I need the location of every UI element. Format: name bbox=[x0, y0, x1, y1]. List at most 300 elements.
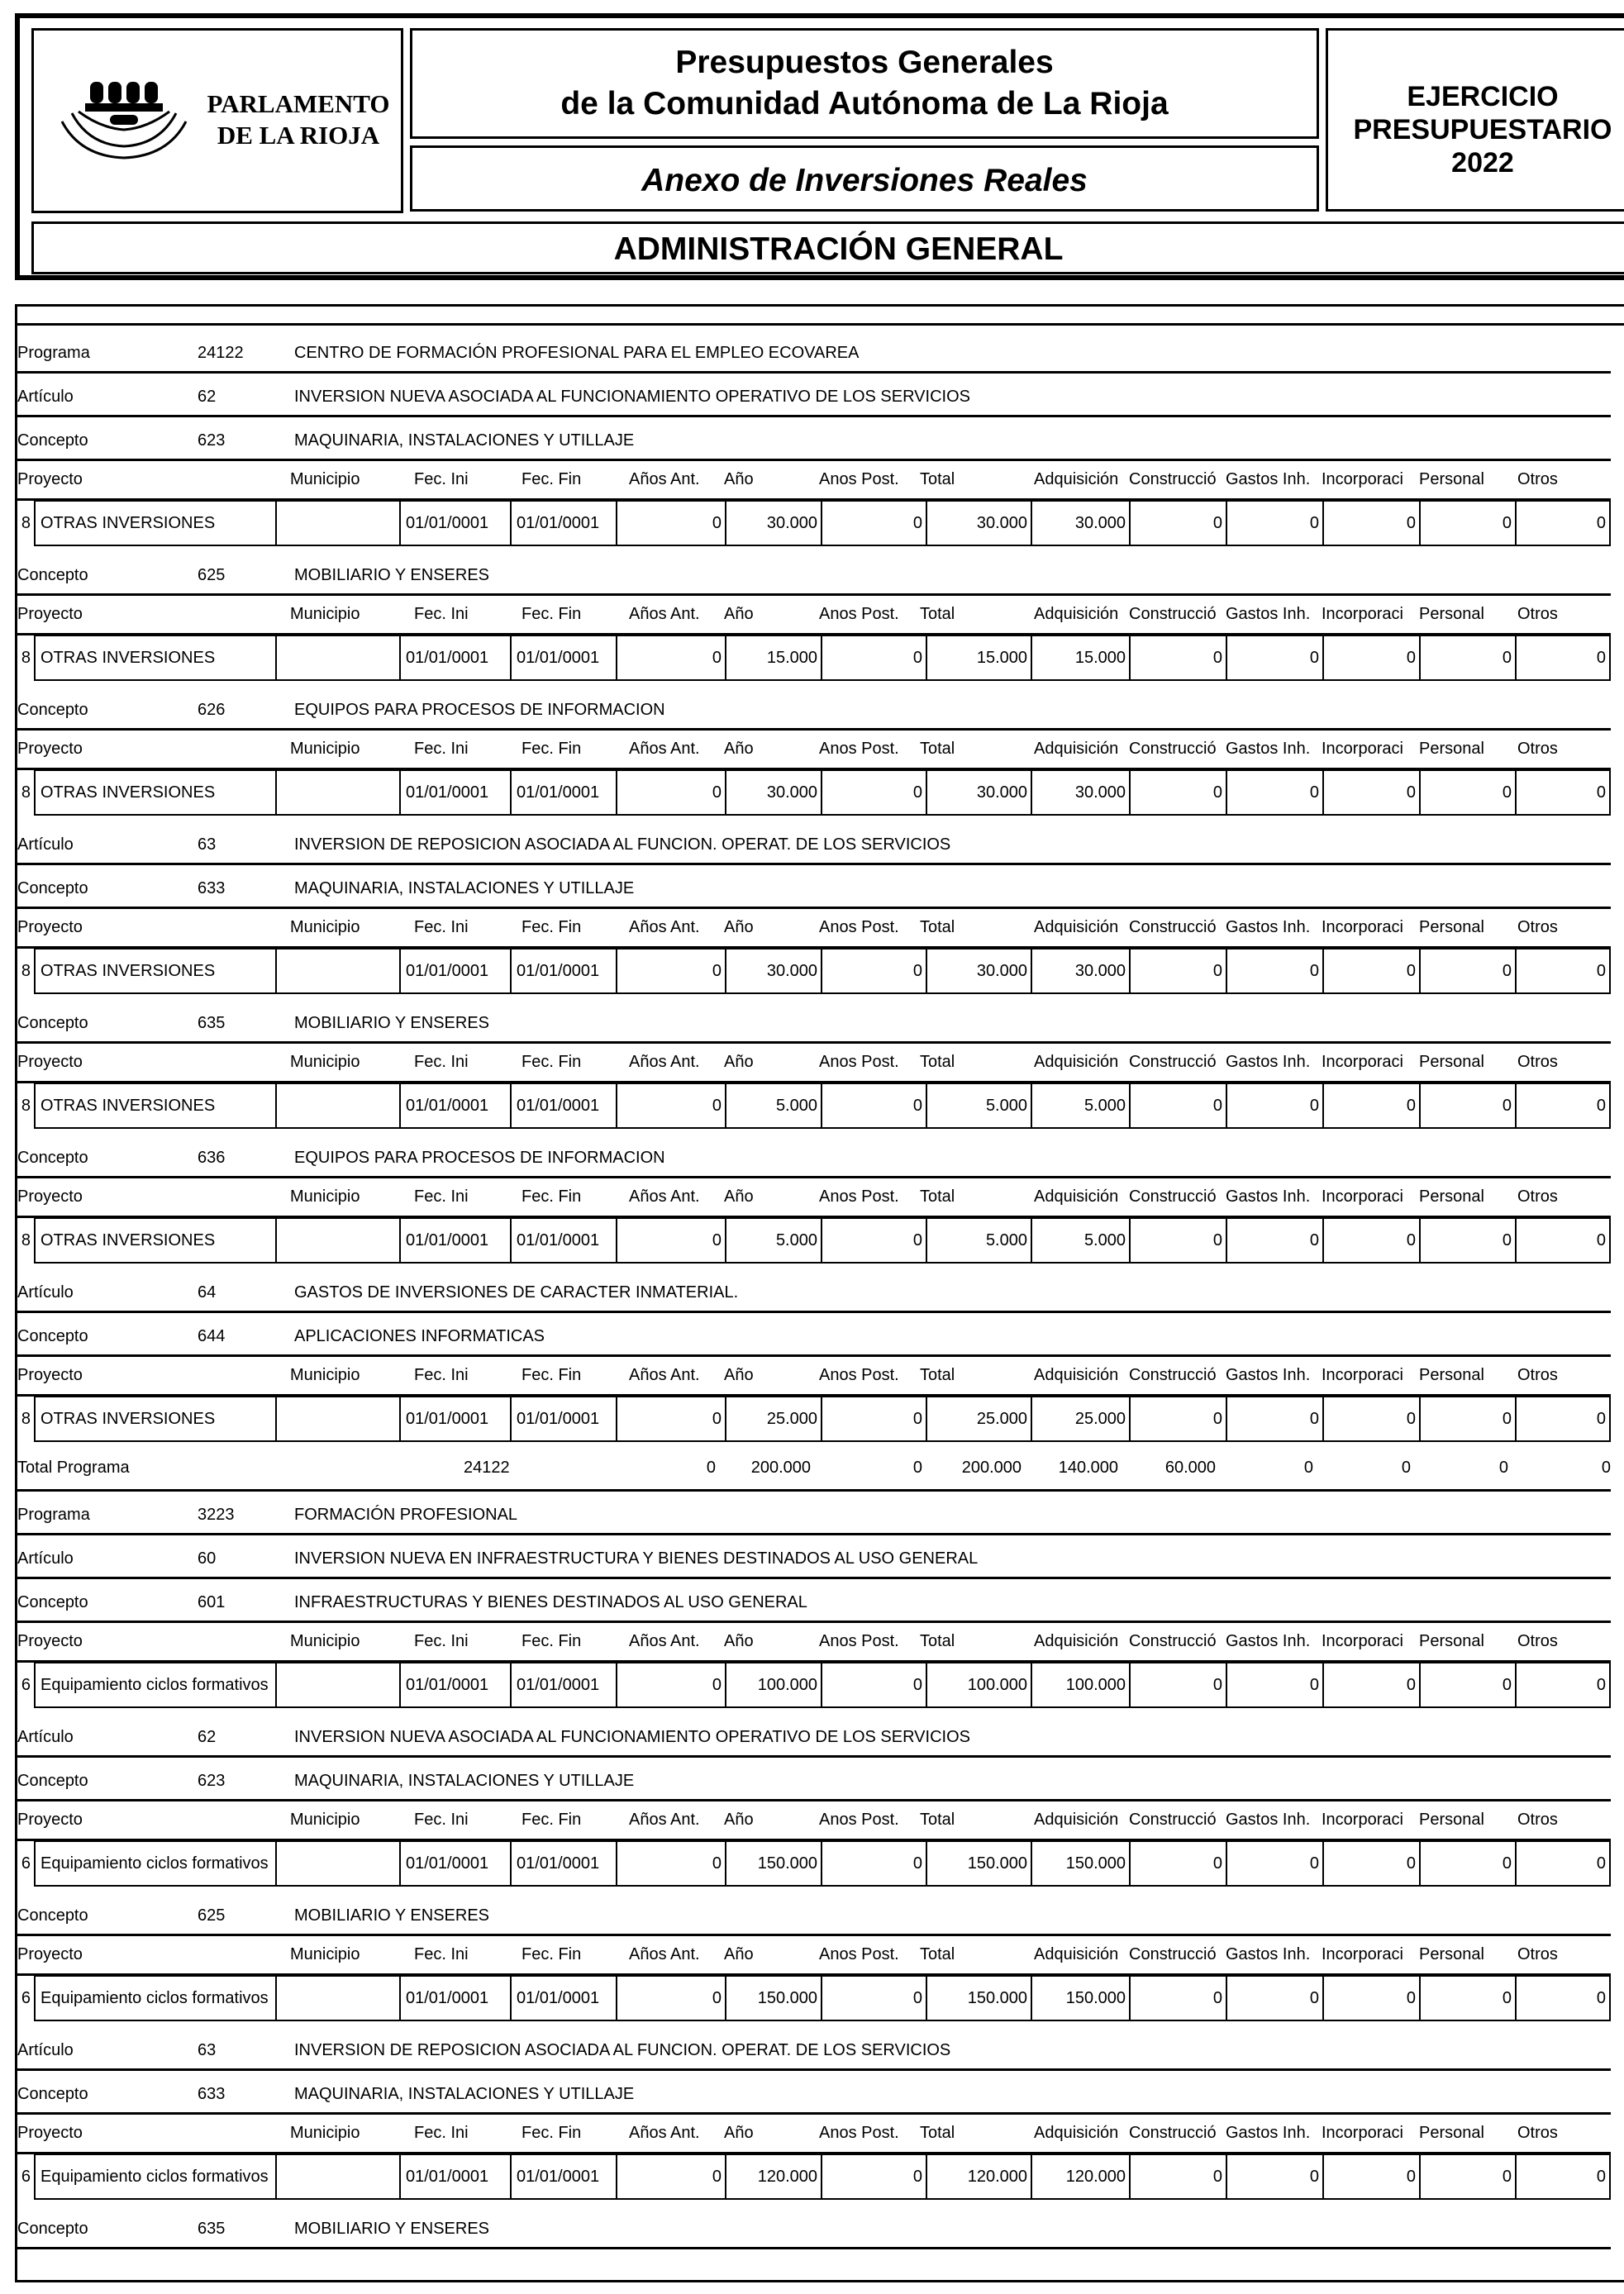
column-header: Municipio bbox=[290, 1053, 360, 1071]
column-header: Año bbox=[724, 740, 754, 758]
total-program-row bbox=[17, 1445, 1611, 1492]
column-header: Fec. Fin bbox=[521, 1945, 582, 1963]
column-header-row bbox=[17, 728, 1611, 770]
column-header: Año bbox=[724, 1053, 754, 1071]
column-header: Proyecto bbox=[17, 740, 83, 758]
project-adq: 30.000 bbox=[1031, 948, 1129, 994]
label-description: EQUIPOS PARA PROCESOS DE INFORMACION bbox=[294, 701, 665, 719]
project-adq: 150.000 bbox=[1031, 1840, 1129, 1887]
project-end-date: 01/01/0001 bbox=[510, 1217, 616, 1264]
project-cons: 0 bbox=[1129, 948, 1226, 994]
column-header: Incorporaci bbox=[1322, 1945, 1403, 1963]
project-municipality bbox=[275, 635, 399, 681]
column-header: Total bbox=[920, 1945, 955, 1963]
label-code: 63 bbox=[198, 2041, 217, 2059]
column-header-row bbox=[17, 1621, 1611, 1663]
project-row bbox=[17, 1083, 1611, 1129]
column-header: Gastos Inh. bbox=[1226, 740, 1311, 758]
project-adq: 25.000 bbox=[1031, 1396, 1129, 1442]
project-gastos: 0 bbox=[1226, 1662, 1322, 1708]
column-header: Anos Post. bbox=[819, 1187, 899, 1206]
project-post: 0 bbox=[821, 1662, 926, 1708]
label-kind: Artículo bbox=[17, 835, 74, 854]
label-kind: Artículo bbox=[17, 1728, 74, 1746]
column-header: Fec. Fin bbox=[521, 740, 582, 758]
column-header: Total bbox=[920, 1053, 955, 1071]
project-post: 0 bbox=[821, 1840, 926, 1887]
project-anio: 150.000 bbox=[725, 1975, 821, 2021]
column-header: Adquisición bbox=[1034, 1053, 1119, 1071]
label-kind: Concepto bbox=[17, 879, 88, 897]
column-header: Año bbox=[724, 605, 754, 623]
column-header: Adquisición bbox=[1034, 605, 1119, 623]
fiscal-year-line2: PRESUPUESTARIO bbox=[1353, 114, 1612, 145]
section-label-row bbox=[17, 1267, 1611, 1313]
column-header: Municipio bbox=[290, 470, 360, 488]
column-header-row bbox=[17, 1176, 1611, 1218]
budget-title-line1: Presupuestos Generales bbox=[675, 45, 1054, 80]
label-code: 635 bbox=[198, 1014, 226, 1032]
project-cons: 0 bbox=[1129, 1396, 1226, 1442]
total-pers: 0 bbox=[1498, 1459, 1508, 1477]
project-pers: 0 bbox=[1419, 2154, 1515, 2200]
project-total: 150.000 bbox=[926, 1840, 1031, 1887]
column-header: Total bbox=[920, 2124, 955, 2142]
project-anio: 5.000 bbox=[725, 1217, 821, 1264]
project-number: 8 bbox=[21, 783, 31, 802]
project-post: 0 bbox=[821, 1217, 926, 1264]
project-name: OTRAS INVERSIONES bbox=[34, 635, 275, 681]
total-anio: 200.000 bbox=[750, 1459, 811, 1477]
label-code: 636 bbox=[198, 1149, 226, 1167]
project-total: 120.000 bbox=[926, 2154, 1031, 2200]
column-header: Adquisición bbox=[1034, 1187, 1119, 1206]
project-start-date: 01/01/0001 bbox=[399, 2154, 510, 2200]
column-header: Fec. Ini bbox=[414, 2124, 469, 2142]
label-description: FORMACIÓN PROFESIONAL bbox=[294, 1506, 518, 1524]
label-code: 626 bbox=[198, 701, 226, 719]
column-header: Municipio bbox=[290, 1632, 360, 1650]
project-ant: 0 bbox=[616, 1217, 725, 1264]
project-number: 8 bbox=[21, 513, 31, 532]
project-gastos: 0 bbox=[1226, 948, 1322, 994]
column-header: Construcció bbox=[1129, 1945, 1217, 1963]
label-kind: Artículo bbox=[17, 1549, 74, 1568]
label-kind: Concepto bbox=[17, 1593, 88, 1611]
project-post: 0 bbox=[821, 948, 926, 994]
column-header: Gastos Inh. bbox=[1226, 1366, 1311, 1384]
column-header: Construcció bbox=[1129, 740, 1217, 758]
column-header: Otros bbox=[1517, 2124, 1558, 2142]
project-post: 0 bbox=[821, 2154, 926, 2200]
project-name: Equipamiento ciclos formativos bbox=[34, 1662, 275, 1708]
project-otros: 0 bbox=[1515, 1396, 1611, 1442]
project-total: 100.000 bbox=[926, 1662, 1031, 1708]
column-header: Gastos Inh. bbox=[1226, 470, 1311, 488]
section-label-row bbox=[17, 863, 1611, 909]
project-municipality bbox=[275, 1083, 399, 1129]
column-header: Año bbox=[724, 1632, 754, 1650]
project-otros: 0 bbox=[1515, 948, 1611, 994]
project-adq: 150.000 bbox=[1031, 1975, 1129, 2021]
project-row bbox=[17, 769, 1611, 816]
column-header: Otros bbox=[1517, 1053, 1558, 1071]
column-header: Fec. Ini bbox=[414, 918, 469, 936]
label-kind: Artículo bbox=[17, 2041, 74, 2059]
section-label-row bbox=[17, 1890, 1611, 1936]
project-name: OTRAS INVERSIONES bbox=[34, 500, 275, 546]
project-row bbox=[17, 635, 1611, 681]
column-header: Adquisición bbox=[1034, 1366, 1119, 1384]
project-adq: 5.000 bbox=[1031, 1083, 1129, 1129]
project-start-date: 01/01/0001 bbox=[399, 1396, 510, 1442]
column-header: Municipio bbox=[290, 2124, 360, 2142]
project-cons: 0 bbox=[1129, 1662, 1226, 1708]
total-otros: 0 bbox=[1601, 1459, 1611, 1477]
label-code: 625 bbox=[198, 566, 226, 584]
project-pers: 0 bbox=[1419, 1083, 1515, 1129]
column-header: Construcció bbox=[1129, 1187, 1217, 1206]
project-end-date: 01/01/0001 bbox=[510, 769, 616, 816]
column-header: Años Ant. bbox=[629, 2124, 700, 2142]
column-header-row bbox=[17, 1354, 1611, 1397]
project-number: 6 bbox=[21, 2167, 31, 2186]
project-ant: 0 bbox=[616, 2154, 725, 2200]
section-label-row bbox=[17, 1711, 1611, 1758]
project-post: 0 bbox=[821, 1975, 926, 2021]
column-header: Construcció bbox=[1129, 1632, 1217, 1650]
column-header: Proyecto bbox=[17, 1632, 83, 1650]
project-cons: 0 bbox=[1129, 1840, 1226, 1887]
section-label-row bbox=[17, 684, 1611, 731]
project-post: 0 bbox=[821, 500, 926, 546]
column-header: Incorporaci bbox=[1322, 1811, 1403, 1829]
project-number: 8 bbox=[21, 961, 31, 980]
project-start-date: 01/01/0001 bbox=[399, 1083, 510, 1129]
column-header: Anos Post. bbox=[819, 1366, 899, 1384]
column-header: Fec. Ini bbox=[414, 1811, 469, 1829]
project-ant: 0 bbox=[616, 1083, 725, 1129]
column-header: Año bbox=[724, 918, 754, 936]
project-incorp: 0 bbox=[1322, 1217, 1419, 1264]
project-post: 0 bbox=[821, 635, 926, 681]
label-code: 625 bbox=[198, 1906, 226, 1925]
section-title: ADMINISTRACIÓN GENERAL bbox=[31, 221, 1624, 274]
column-header: Gastos Inh. bbox=[1226, 1187, 1311, 1206]
column-header: Municipio bbox=[290, 1187, 360, 1206]
project-anio: 15.000 bbox=[725, 635, 821, 681]
column-header: Personal bbox=[1419, 1366, 1484, 1384]
column-header-row bbox=[17, 907, 1611, 949]
column-header: Año bbox=[724, 1811, 754, 1829]
project-gastos: 0 bbox=[1226, 1975, 1322, 2021]
column-header: Fec. Fin bbox=[521, 1053, 582, 1071]
project-row bbox=[17, 1217, 1611, 1264]
project-anio: 120.000 bbox=[725, 2154, 821, 2200]
project-anio: 150.000 bbox=[725, 1840, 821, 1887]
project-otros: 0 bbox=[1515, 2154, 1611, 2200]
label-description: GASTOS DE INVERSIONES DE CARACTER INMATERIAL. bbox=[294, 1283, 739, 1302]
project-cons: 0 bbox=[1129, 769, 1226, 816]
label-kind: Artículo bbox=[17, 1283, 74, 1302]
project-cons: 0 bbox=[1129, 1217, 1226, 1264]
project-adq: 15.000 bbox=[1031, 635, 1129, 681]
project-post: 0 bbox=[821, 1083, 926, 1129]
section-label-row bbox=[17, 371, 1611, 417]
project-start-date: 01/01/0001 bbox=[399, 1662, 510, 1708]
column-header: Fec. Ini bbox=[414, 605, 469, 623]
project-name: OTRAS INVERSIONES bbox=[34, 948, 275, 994]
project-end-date: 01/01/0001 bbox=[510, 2154, 616, 2200]
project-incorp: 0 bbox=[1322, 500, 1419, 546]
project-otros: 0 bbox=[1515, 635, 1611, 681]
section-label-row bbox=[17, 1132, 1611, 1178]
column-header: Fec. Fin bbox=[521, 2124, 582, 2142]
column-header: Otros bbox=[1517, 918, 1558, 936]
column-header: Municipio bbox=[290, 1811, 360, 1829]
project-total: 150.000 bbox=[926, 1975, 1031, 2021]
column-header: Años Ant. bbox=[629, 1632, 700, 1650]
column-header: Total bbox=[920, 1632, 955, 1650]
project-adq: 30.000 bbox=[1031, 769, 1129, 816]
total-adq: 140.000 bbox=[1058, 1459, 1118, 1477]
column-header: Personal bbox=[1419, 605, 1484, 623]
column-header: Fec. Fin bbox=[521, 1632, 582, 1650]
project-end-date: 01/01/0001 bbox=[510, 635, 616, 681]
project-anio: 30.000 bbox=[725, 948, 821, 994]
project-number: 8 bbox=[21, 1409, 31, 1428]
project-incorp: 0 bbox=[1322, 1083, 1419, 1129]
column-header: Gastos Inh. bbox=[1226, 2124, 1311, 2142]
project-end-date: 01/01/0001 bbox=[510, 1840, 616, 1887]
project-otros: 0 bbox=[1515, 1975, 1611, 2021]
column-header: Total bbox=[920, 1366, 955, 1384]
column-header: Proyecto bbox=[17, 470, 83, 488]
total-ant: 0 bbox=[706, 1459, 716, 1477]
project-total: 30.000 bbox=[926, 948, 1031, 994]
project-row bbox=[17, 1396, 1611, 1442]
label-description: CENTRO DE FORMACIÓN PROFESIONAL PARA EL EMPLEO ECOVAREA bbox=[294, 344, 860, 362]
project-gastos: 0 bbox=[1226, 769, 1322, 816]
investments-table bbox=[15, 304, 1624, 2282]
column-header: Año bbox=[724, 2124, 754, 2142]
column-header: Personal bbox=[1419, 1053, 1484, 1071]
column-header: Total bbox=[920, 605, 955, 623]
label-description: MAQUINARIA, INSTALACIONES Y UTILLAJE bbox=[294, 2085, 635, 2103]
label-kind: Concepto bbox=[17, 701, 88, 719]
project-name: OTRAS INVERSIONES bbox=[34, 1217, 275, 1264]
label-description: INVERSION DE REPOSICION ASOCIADA AL FUNCION. OPERAT. DE LOS SERVICIOS bbox=[294, 835, 951, 854]
project-anio: 30.000 bbox=[725, 769, 821, 816]
fiscal-year: 2022 bbox=[1451, 147, 1514, 178]
project-name: Equipamiento ciclos formativos bbox=[34, 2154, 275, 2200]
project-end-date: 01/01/0001 bbox=[510, 948, 616, 994]
total-cons: 60.000 bbox=[1164, 1459, 1216, 1477]
section-label-row bbox=[17, 2025, 1611, 2071]
project-municipality bbox=[275, 1840, 399, 1887]
project-name: OTRAS INVERSIONES bbox=[34, 1396, 275, 1442]
project-gastos: 0 bbox=[1226, 1083, 1322, 1129]
column-header: Otros bbox=[1517, 1187, 1558, 1206]
project-pers: 0 bbox=[1419, 1840, 1515, 1887]
project-row bbox=[17, 1662, 1611, 1708]
project-number: 8 bbox=[21, 1230, 31, 1249]
label-code: 601 bbox=[198, 1593, 226, 1611]
column-header-row bbox=[17, 1041, 1611, 1083]
column-header: Años Ant. bbox=[629, 918, 700, 936]
label-code: 635 bbox=[198, 2220, 226, 2238]
label-description: INVERSION NUEVA EN INFRAESTRUCTURA Y BIENES DESTINADOS AL USO GENERAL bbox=[294, 1549, 979, 1568]
project-end-date: 01/01/0001 bbox=[510, 1975, 616, 2021]
column-header: Fec. Ini bbox=[414, 1366, 469, 1384]
label-kind: Concepto bbox=[17, 1906, 88, 1925]
column-header: Construcció bbox=[1129, 470, 1217, 488]
project-row bbox=[17, 1975, 1611, 2021]
label-kind: Concepto bbox=[17, 1772, 88, 1790]
table-top-rule bbox=[17, 323, 1624, 326]
column-header: Año bbox=[724, 1945, 754, 1963]
project-adq: 5.000 bbox=[1031, 1217, 1129, 1264]
column-header: Adquisición bbox=[1034, 1945, 1119, 1963]
project-start-date: 01/01/0001 bbox=[399, 1217, 510, 1264]
project-municipality bbox=[275, 500, 399, 546]
project-end-date: 01/01/0001 bbox=[510, 500, 616, 546]
project-ant: 0 bbox=[616, 1975, 725, 2021]
project-pers: 0 bbox=[1419, 1975, 1515, 2021]
project-ant: 0 bbox=[616, 948, 725, 994]
column-header: Años Ant. bbox=[629, 1053, 700, 1071]
column-header: Anos Post. bbox=[819, 740, 899, 758]
label-description: MOBILIARIO Y ENSERES bbox=[294, 566, 490, 584]
column-header: Adquisición bbox=[1034, 470, 1119, 488]
fiscal-year-box bbox=[1326, 28, 1624, 212]
project-start-date: 01/01/0001 bbox=[399, 1840, 510, 1887]
project-ant: 0 bbox=[616, 1840, 725, 1887]
project-ant: 0 bbox=[616, 769, 725, 816]
column-header: Otros bbox=[1517, 1811, 1558, 1829]
project-gastos: 0 bbox=[1226, 500, 1322, 546]
project-otros: 0 bbox=[1515, 1662, 1611, 1708]
column-header: Proyecto bbox=[17, 1945, 83, 1963]
parliament-logo-box bbox=[31, 28, 403, 213]
label-kind: Programa bbox=[17, 344, 90, 362]
column-header: Personal bbox=[1419, 740, 1484, 758]
project-total: 30.000 bbox=[926, 500, 1031, 546]
project-incorp: 0 bbox=[1322, 1396, 1419, 1442]
column-header: Otros bbox=[1517, 740, 1558, 758]
column-header: Incorporaci bbox=[1322, 2124, 1403, 2142]
project-otros: 0 bbox=[1515, 500, 1611, 546]
column-header: Personal bbox=[1419, 1945, 1484, 1963]
project-start-date: 01/01/0001 bbox=[399, 500, 510, 546]
column-header: Proyecto bbox=[17, 1187, 83, 1206]
column-header: Gastos Inh. bbox=[1226, 1053, 1311, 1071]
project-number: 6 bbox=[21, 1675, 31, 1694]
column-header: Fec. Ini bbox=[414, 740, 469, 758]
project-gastos: 0 bbox=[1226, 1396, 1322, 1442]
column-header: Año bbox=[724, 1187, 754, 1206]
column-header: Gastos Inh. bbox=[1226, 605, 1311, 623]
fiscal-year-line1: EJERCICIO bbox=[1407, 81, 1559, 112]
column-header: Proyecto bbox=[17, 605, 83, 623]
label-kind: Concepto bbox=[17, 566, 88, 584]
project-total: 15.000 bbox=[926, 635, 1031, 681]
column-header: Incorporaci bbox=[1322, 1053, 1403, 1071]
label-description: MOBILIARIO Y ENSERES bbox=[294, 1906, 490, 1925]
column-header: Total bbox=[920, 470, 955, 488]
column-header: Fec. Fin bbox=[521, 918, 582, 936]
project-pers: 0 bbox=[1419, 948, 1515, 994]
label-description: INVERSION NUEVA ASOCIADA AL FUNCIONAMIENTO OPERATIVO DE LOS SERVICIOS bbox=[294, 388, 970, 406]
column-header: Anos Post. bbox=[819, 1945, 899, 1963]
project-gastos: 0 bbox=[1226, 2154, 1322, 2200]
column-header: Adquisición bbox=[1034, 1632, 1119, 1650]
label-description: MAQUINARIA, INSTALACIONES Y UTILLAJE bbox=[294, 1772, 635, 1790]
label-kind: Concepto bbox=[17, 2220, 88, 2238]
section-label-row bbox=[17, 550, 1611, 596]
section-label-row bbox=[17, 327, 1611, 374]
column-header: Personal bbox=[1419, 1632, 1484, 1650]
project-incorp: 0 bbox=[1322, 1975, 1419, 2021]
column-header: Fec. Ini bbox=[414, 1187, 469, 1206]
column-header: Fec. Ini bbox=[414, 470, 469, 488]
project-total: 25.000 bbox=[926, 1396, 1031, 1442]
column-header: Municipio bbox=[290, 1945, 360, 1963]
column-header: Construcció bbox=[1129, 1053, 1217, 1071]
section-label-row bbox=[17, 997, 1611, 1044]
column-header: Construcció bbox=[1129, 1811, 1217, 1829]
total-total: 200.000 bbox=[961, 1459, 1022, 1477]
project-cons: 0 bbox=[1129, 1083, 1226, 1129]
project-anio: 100.000 bbox=[725, 1662, 821, 1708]
label-kind: Concepto bbox=[17, 2085, 88, 2103]
column-header: Incorporaci bbox=[1322, 470, 1403, 488]
column-header: Fec. Fin bbox=[521, 1811, 582, 1829]
project-pers: 0 bbox=[1419, 1217, 1515, 1264]
label-code: 60 bbox=[198, 1549, 217, 1568]
project-ant: 0 bbox=[616, 1396, 725, 1442]
label-code: 633 bbox=[198, 2085, 226, 2103]
section-label-row bbox=[17, 819, 1611, 865]
project-otros: 0 bbox=[1515, 1083, 1611, 1129]
section-label-row bbox=[17, 2068, 1611, 2115]
total-code: 24122 bbox=[464, 1459, 510, 1477]
column-header: Proyecto bbox=[17, 1811, 83, 1829]
column-header: Proyecto bbox=[17, 918, 83, 936]
column-header: Municipio bbox=[290, 605, 360, 623]
parliament-name-line1: PARLAMENTO bbox=[207, 89, 390, 118]
label-kind: Concepto bbox=[17, 1149, 88, 1167]
label-code: 62 bbox=[198, 1728, 217, 1746]
column-header: Gastos Inh. bbox=[1226, 918, 1311, 936]
column-header: Proyecto bbox=[17, 1366, 83, 1384]
section-label-row bbox=[17, 415, 1611, 461]
label-description: INFRAESTRUCTURAS Y BIENES DESTINADOS AL USO GENERAL bbox=[294, 1593, 807, 1611]
project-municipality bbox=[275, 1662, 399, 1708]
project-start-date: 01/01/0001 bbox=[399, 769, 510, 816]
parliament-name-line2: DE LA RIOJA bbox=[217, 121, 380, 150]
project-total: 5.000 bbox=[926, 1083, 1031, 1129]
project-total: 30.000 bbox=[926, 769, 1031, 816]
column-header: Fec. Fin bbox=[521, 1366, 582, 1384]
project-gastos: 0 bbox=[1226, 635, 1322, 681]
column-header: Total bbox=[920, 1187, 955, 1206]
label-description: APLICACIONES INFORMATICAS bbox=[294, 1327, 545, 1345]
label-kind: Concepto bbox=[17, 1014, 88, 1032]
column-header-row bbox=[17, 593, 1611, 635]
label-code: 644 bbox=[198, 1327, 226, 1345]
column-header: Otros bbox=[1517, 605, 1558, 623]
